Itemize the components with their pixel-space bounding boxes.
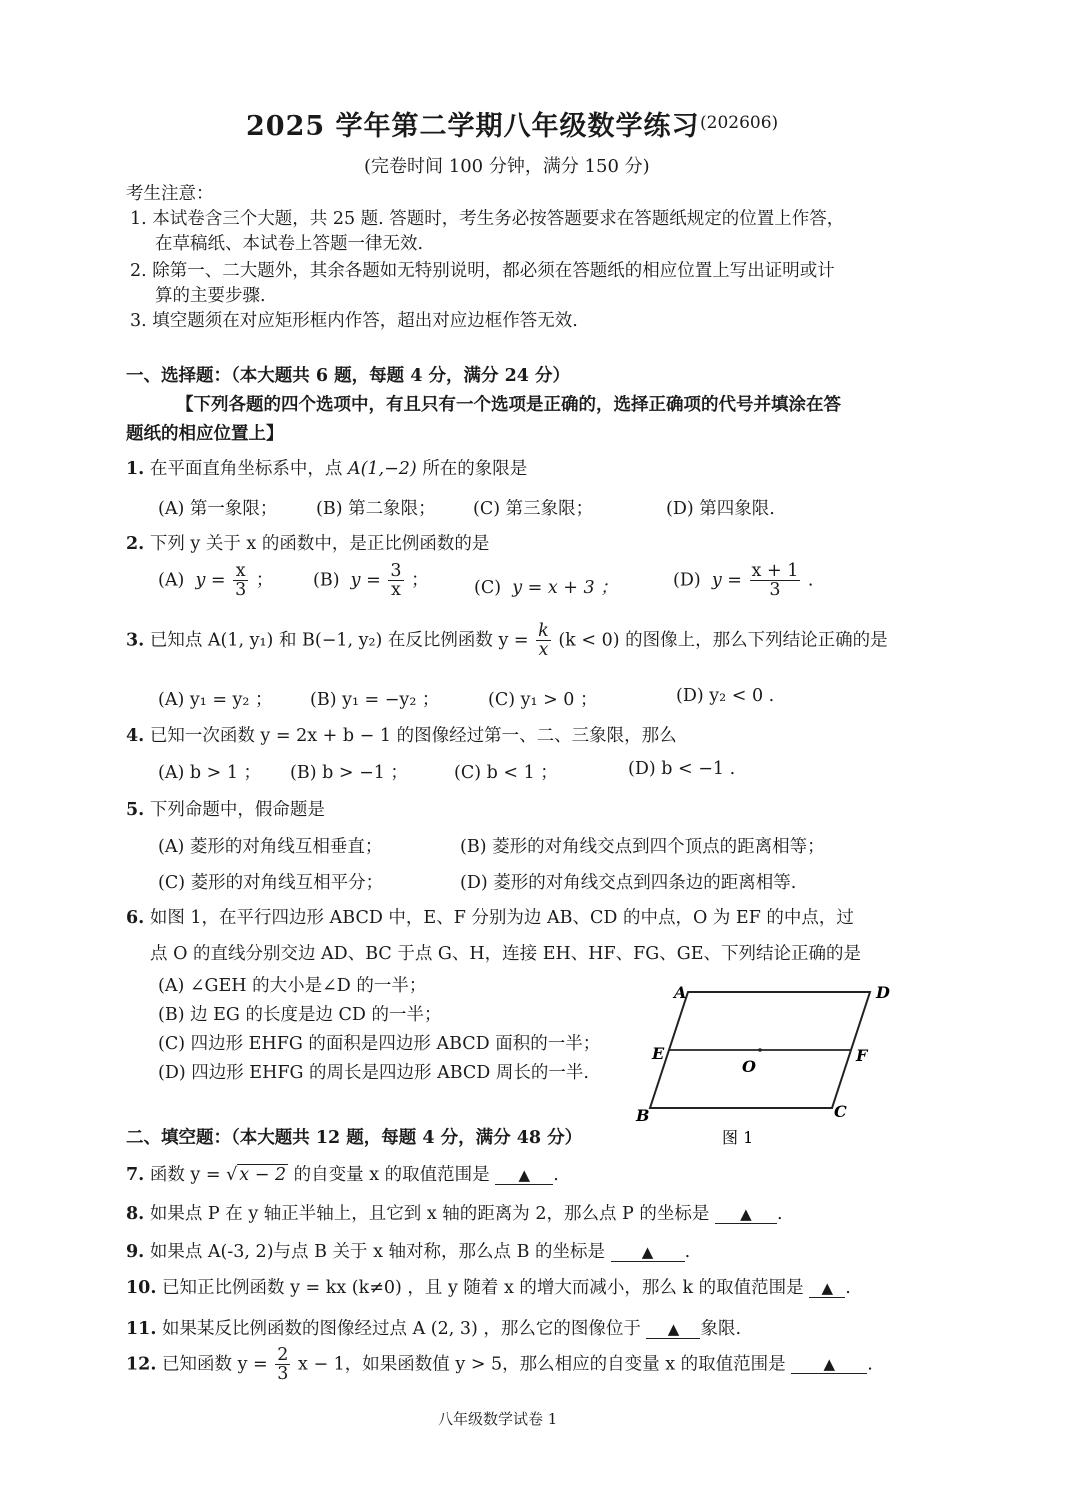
question-text: 下列命题中，假命题是: [149, 800, 325, 820]
sqrt-radicand: x − 2: [239, 1165, 287, 1185]
notice-heading: 考生注意：: [126, 184, 214, 204]
section-instruction: 【下列各题的四个选项中，有且只有一个选项是正确的，选择正确项的代号并填涂在答: [176, 395, 841, 415]
option-b: (B) 第二象限；: [316, 499, 436, 519]
option-b: (B) b > −1 ；: [290, 763, 408, 783]
question-text: 如果点 P 在 y 轴正半轴上，且它到 x 轴的距离为 2，那么点 P 的坐标是: [149, 1204, 710, 1224]
answer-blank[interactable]: ▲: [611, 1243, 685, 1262]
label-d: D: [876, 983, 890, 1002]
option-b: (B) y₁ = −y₂ ；: [310, 690, 440, 710]
frac-num: x: [233, 562, 248, 581]
answer-blank[interactable]: ▲: [646, 1320, 700, 1339]
question-text: 已知正比例函数 y = kx (k≠0) ，且 y 随着 x 的增大而减小，那么 k 的取值范围是: [162, 1278, 804, 1298]
question-text: 如图 1，在平行四边形 ABCD 中，E、F 分别为边 AB、CD 的中点，O 为 EF 的中点，过: [149, 908, 854, 928]
question-7: 7. 函数 y = √ x − 2 的自变量 x 的取值范围是 ▲ .: [126, 1165, 559, 1185]
option-label: (D): [673, 570, 701, 591]
lhs: y =: [195, 570, 226, 591]
answer-blank[interactable]: ▲: [809, 1279, 845, 1298]
option-c: (C) 菱形的对角线互相平分；: [158, 873, 384, 893]
section-instruction: 题纸的相应位置上】: [126, 424, 284, 444]
question-number: 10.: [126, 1278, 157, 1298]
question-text: 在平面直角坐标系中，点: [149, 459, 343, 479]
question-11: [126, 1315, 741, 1340]
option-c: (C) 四边形 EHFG 的面积是四边形 ABCD 面积的一半；: [158, 1034, 601, 1054]
frac-num: 2: [277, 1345, 289, 1365]
option-b: [313, 562, 429, 600]
figure-caption: 图 1: [722, 1128, 754, 1147]
frac-den: 3: [235, 580, 247, 601]
question-number: 5.: [126, 800, 145, 820]
question-number: 1.: [126, 459, 145, 479]
question-8: [126, 1200, 783, 1225]
option-b: (B) 边 EG 的长度是边 CD 的一半；: [158, 1005, 442, 1025]
parallelogram-figure: [630, 975, 910, 1150]
page-title: 2025 学年第二学期八年级数学练习: [246, 111, 700, 142]
option-expr: y = x + 3 ；: [512, 578, 618, 598]
label-o: O: [742, 1057, 756, 1076]
page-footer: 八年级数学试卷 1: [438, 1410, 558, 1428]
frac-den: 3: [277, 1364, 289, 1385]
sentence-end: .: [553, 1165, 559, 1185]
question-text: 如果某反比例函数的图像经过点 A (2, 3) ，那么它的图像位于: [162, 1319, 641, 1339]
question-number: 9.: [126, 1242, 145, 1262]
answer-blank[interactable]: ▲: [791, 1355, 867, 1374]
option-end: ；: [411, 570, 429, 591]
sentence-end: .: [776, 1204, 783, 1224]
notice-item: 1. 本试卷含三个大题，共 25 题. 答题时，考生务必按答题要求在答题纸规定的位置上作答，: [130, 209, 845, 229]
option-d: (D) y₂ < 0 .: [676, 686, 775, 706]
option-d: (D) b < −1 .: [628, 759, 736, 779]
option-label: (B): [313, 570, 340, 591]
question-text: 的自变量 x 的取值范围是: [293, 1165, 490, 1185]
answer-blank[interactable]: ▲: [715, 1205, 777, 1224]
section-heading-choice: 一、选择题：（本大题共 6 题，每题 4 分，满分 24 分）: [126, 366, 571, 386]
exam-subtitle: (完卷时间 100 分钟，满分 150 分): [364, 156, 650, 177]
question-text: 所在的象限是: [422, 459, 528, 479]
option-c: [474, 574, 618, 599]
option-a: [158, 562, 273, 600]
question-text: 如果点 A(-3, 2)与点 B 关于 x 轴对称，那么点 B 的坐标是: [149, 1242, 605, 1262]
frac-den: x: [390, 580, 401, 601]
sentence-end: .: [867, 1354, 873, 1375]
option-d: (D) 第四象限.: [666, 499, 775, 519]
label-a: A: [674, 983, 687, 1002]
point-o: [758, 1048, 762, 1052]
question-5: [126, 796, 325, 821]
frac-den: x: [538, 640, 549, 661]
question-text: 函数 y =: [149, 1165, 221, 1185]
question-2: [126, 530, 489, 555]
question-text: x − 1，如果函数值 y > 5，那么相应的自变量 x 的取值范围是: [298, 1354, 786, 1375]
option-c: (C) 第三象限；: [473, 499, 594, 519]
paper-code: (202606): [700, 113, 779, 133]
question-number: 4.: [126, 726, 145, 746]
question-text: 已知点 A(1, y₁) 和 B(−1, y₂) 在反比例函数 y =: [149, 630, 529, 651]
notice-item: 在草稿纸、本试卷上答题一律无效.: [155, 234, 424, 254]
option-a: (A) 菱形的对角线互相垂直；: [158, 837, 383, 857]
option-d: (D) 菱形的对角线交点到四条边的距离相等.: [460, 873, 797, 893]
question-number: 6.: [126, 908, 145, 928]
lhs: y =: [711, 570, 742, 591]
option-d: [673, 562, 813, 600]
question-9: [126, 1238, 690, 1263]
sentence-end: .: [845, 1278, 851, 1298]
question-text: 已知函数 y =: [162, 1354, 268, 1375]
option-a: (A) ∠GEH 的大小是∠D 的一半；: [158, 976, 427, 996]
question-text: 点 O 的直线分别交边 AD、BC 于点 G、H，连接 EH、HF、FG、GE、下列结论正确的是: [150, 944, 862, 964]
notice-item: 2. 除第一、二大题外，其余各题如无特别说明，都必须在答题纸的相应位置上写出证明或计: [130, 261, 835, 281]
notice-item: 3. 填空题须在对应矩形框内作答，超出对应边框作答无效.: [130, 311, 578, 331]
question-3: [126, 622, 888, 660]
sentence-end: 象限.: [700, 1319, 742, 1339]
question-number: 8.: [126, 1204, 145, 1224]
question-12: [126, 1346, 873, 1384]
question-number: 2.: [126, 534, 145, 554]
option-d: (D) 四边形 EHFG 的周长是四边形 ABCD 周长的一半.: [158, 1063, 589, 1083]
section-heading-fill: 二、填空题：（本大题共 12 题，每题 4 分，满分 48 分）: [126, 1128, 583, 1148]
option-c: (C) b < 1 ；: [454, 763, 558, 783]
label-b: B: [636, 1106, 650, 1125]
question-text: 已知一次函数 y = 2x + b − 1 的图像经过第一、二、三象限，那么: [149, 726, 677, 746]
label-c: C: [834, 1102, 847, 1121]
label-f: F: [856, 1046, 868, 1065]
frac-num: 3: [390, 561, 402, 581]
point-expression: A(1,−2): [347, 459, 417, 479]
option-label: (A): [158, 570, 185, 591]
question-text: (k < 0) 的图像上，那么下列结论正确的是: [558, 630, 888, 651]
frac-num: k: [538, 621, 549, 641]
option-a: (A) y₁ = y₂ ；: [158, 690, 273, 710]
option-b: (B) 菱形的对角线交点到四个顶点的距离相等；: [460, 837, 825, 857]
notice-item: 算的主要步骤.: [155, 286, 266, 306]
label-e: E: [652, 1044, 665, 1063]
option-end: ；: [255, 570, 274, 591]
frac-den: 3: [769, 580, 781, 601]
question-number: 11.: [126, 1319, 157, 1339]
option-end: .: [807, 570, 814, 591]
option-a: (A) 第一象限；: [158, 499, 278, 519]
lhs: y =: [350, 570, 381, 591]
question-1: [126, 455, 527, 480]
question-6: [126, 904, 854, 929]
question-text: 下列 y 关于 x 的函数中，是正比例函数的是: [149, 534, 490, 554]
answer-blank[interactable]: ▲: [495, 1166, 553, 1185]
option-c: (C) y₁ > 0 ；: [488, 690, 598, 710]
question-4: [126, 722, 677, 747]
option-a: (A) b > 1 ；: [158, 763, 262, 783]
question-number: 12.: [126, 1354, 157, 1375]
frac-num: x + 1: [751, 561, 799, 581]
question-number: 7.: [126, 1165, 145, 1185]
question-number: 3.: [126, 630, 145, 651]
question-10: [126, 1274, 851, 1299]
option-label: (C): [474, 578, 502, 598]
sentence-end: .: [684, 1242, 691, 1262]
